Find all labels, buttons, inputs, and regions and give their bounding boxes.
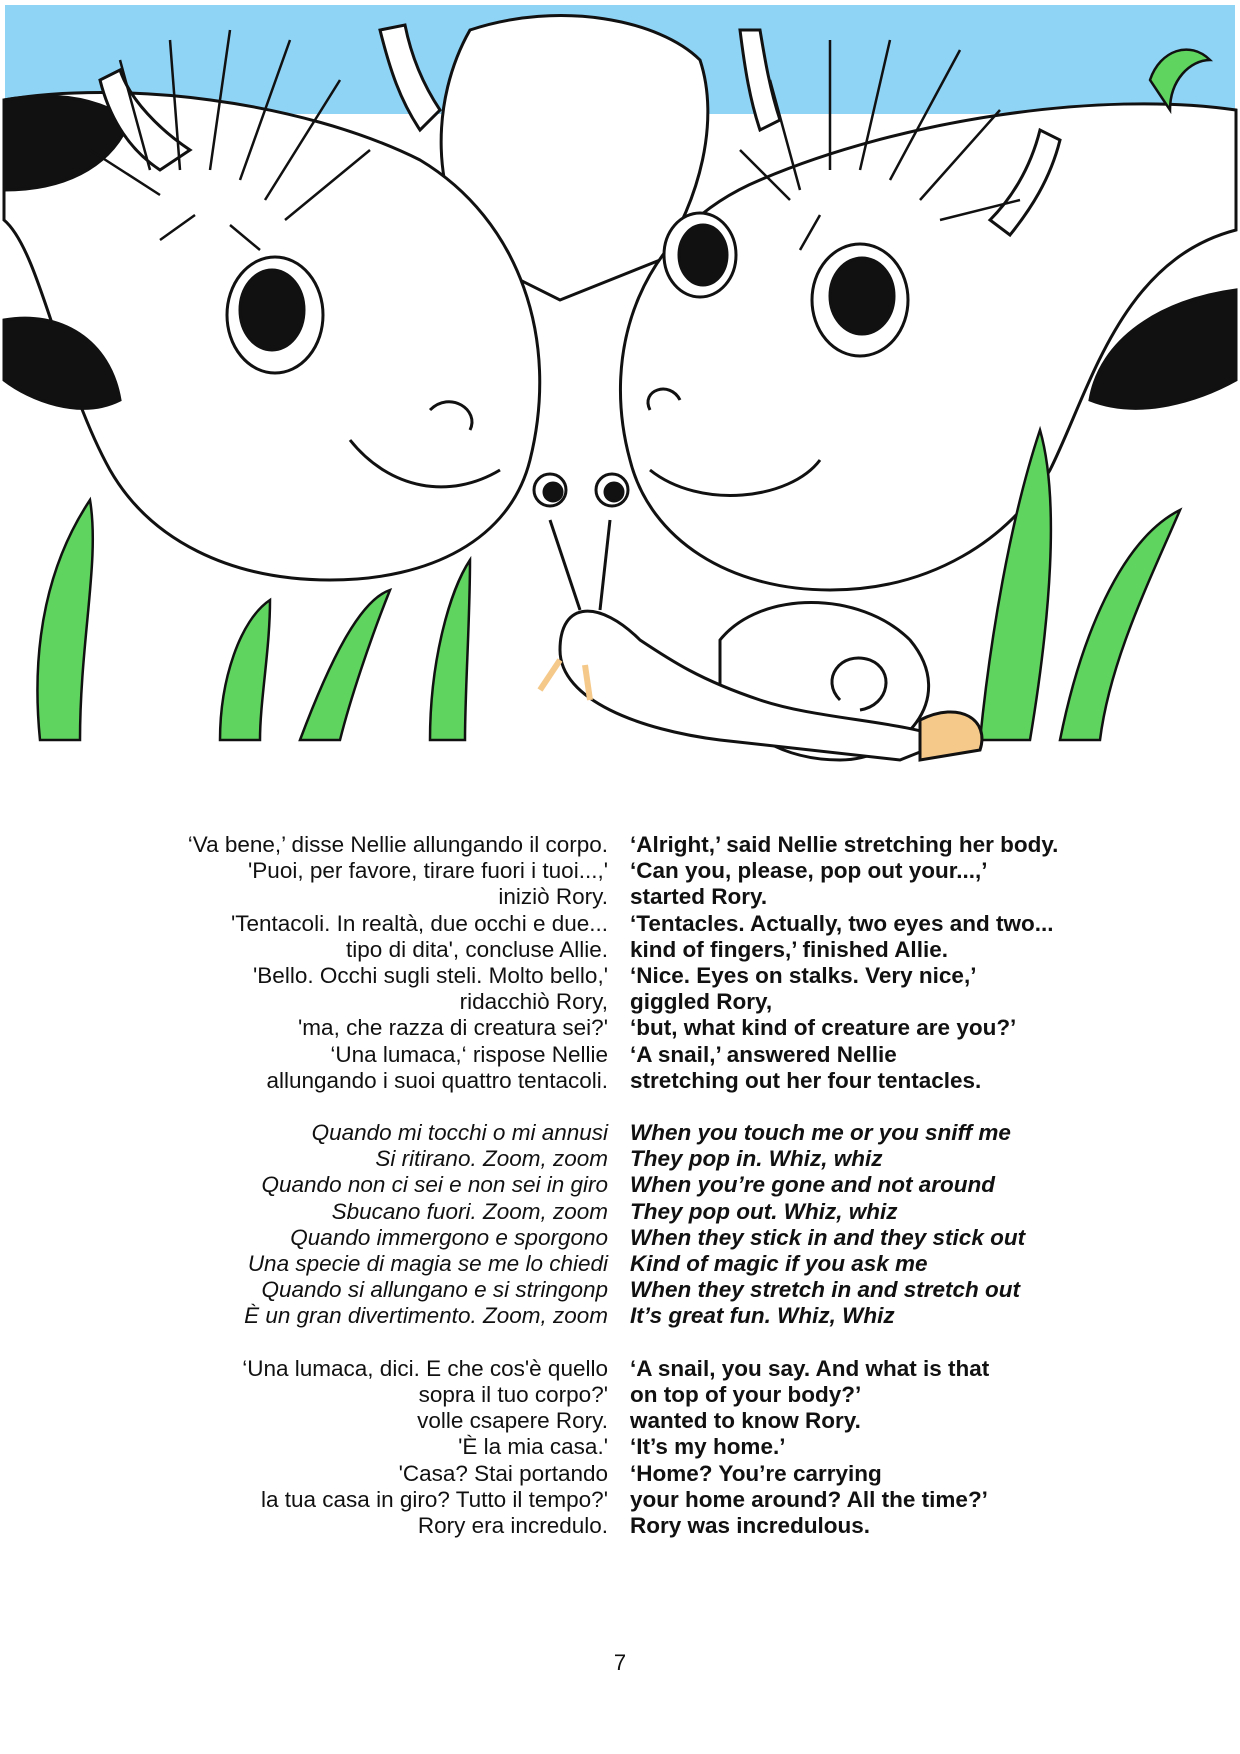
english-song-line: When you’re gone and not around (630, 1172, 995, 1198)
english-stanza1-line: ‘but, what kind of creature are you?’ (630, 1015, 1017, 1041)
italian-stanza-2 (120, 1356, 608, 1539)
english-song-line: When you touch me or you sniff me (630, 1120, 1011, 1146)
italian-stanza2-line: 'Casa? Stai portando (398, 1460, 608, 1486)
italian-stanza1-line: 'ma, che razza di creatura sei?' (298, 1015, 608, 1041)
italian-stanza2-line: 'È la mia casa.' (458, 1434, 608, 1460)
italian-stanza2-line: volle csapere Rory. (417, 1408, 608, 1434)
english-stanza2-line: on top of your body?’ (630, 1381, 862, 1407)
italian-song-line: Quando si allungano e si stringonp (261, 1277, 608, 1303)
snail-tentacle-right (600, 520, 610, 610)
page-number: 7 (613, 1650, 627, 1675)
italian-song-line: Sbucano fuori. Zoom, zoom (331, 1198, 608, 1224)
italian-song-line: Una specie di magia se me lo chiedi (247, 1251, 608, 1276)
italian-stanza1-line: iniziò Rory. (498, 884, 608, 910)
english-stanza2-line: ‘A snail, you say. And what is that (630, 1355, 990, 1381)
two-cows-and-snail-illustration (0, 0, 1240, 790)
english-stanza2-line: wanted to know Rory. (630, 1408, 861, 1434)
italian-stanza1-line: ‘Va bene,’ disse Nellie allungando il corpo. (187, 832, 608, 857)
english-stanza1-line: ‘Alright,’ said Nellie stretching her body. (630, 832, 1059, 857)
italian-stanza1-line: ‘Una lumaca,‘ rispose Nellie (330, 1041, 608, 1067)
english-stanza-1 (630, 832, 1150, 1094)
english-stanza2-line: ‘It’s my home.’ (630, 1434, 786, 1460)
snail-tentacle-left (550, 520, 580, 610)
italian-song-line: È un gran divertimento. Zoom, zoom (244, 1303, 608, 1329)
italian-song-line: Quando immergono e sporgono (290, 1224, 608, 1250)
left-cow-pupil (240, 270, 304, 350)
italian-stanza1-line: allungando i suoi quattro tentacoli. (266, 1067, 608, 1093)
english-stanza1-line: ‘A snail,’ answered Nellie (630, 1041, 897, 1067)
italian-text-column (120, 832, 608, 1539)
english-stanza1-line: giggled Rory, (630, 989, 773, 1015)
english-song-line: When they stick in and they stick out (630, 1224, 1026, 1250)
italian-song-line: Si ritirano. Zoom, zoom (375, 1146, 608, 1172)
italian-stanza1-line: 'Tentacoli. In realtà, due occhi e due... (230, 910, 608, 936)
italian-stanza2-line: la tua casa in giro? Tutto il tempo?' (261, 1486, 608, 1512)
english-stanza1-line: kind of fingers,’ finished Allie. (630, 936, 948, 962)
english-text-column (630, 832, 1150, 1539)
right-cow-pupil (830, 258, 894, 334)
italian-stanza-1 (120, 832, 608, 1094)
english-song-line: It’s great fun. Whiz, Whiz (630, 1303, 895, 1329)
english-stanza1-line: stretching out her four tentacles. (630, 1067, 982, 1093)
italian-song (120, 1120, 608, 1330)
english-song-line: When they stretch in and stretch out (630, 1277, 1021, 1303)
snail-finger-left (540, 660, 560, 690)
english-song-line: They pop in. Whiz, whiz (630, 1146, 883, 1172)
italian-stanza2-line: Rory era incredulo. (417, 1512, 608, 1538)
right-cow-pupil-2 (679, 225, 727, 285)
italian-stanza2-line: sopra il tuo corpo?' (418, 1381, 608, 1407)
english-song-line: Kind of magic if you ask me (630, 1251, 928, 1276)
english-stanza1-line: started Rory. (630, 884, 768, 910)
italian-stanza1-line: ridacchiò Rory, (459, 989, 608, 1015)
english-stanza-2 (630, 1356, 1150, 1539)
italian-song-line: Quando non ci sei e non sei in giro (261, 1172, 608, 1198)
italian-stanza1-line: 'Puoi, per favore, tirare fuori i tuoi...,' (248, 858, 608, 884)
english-stanza1-line: ‘Nice. Eyes on stalks. Very nice,’ (630, 962, 977, 988)
italian-song-line: Quando mi tocchi o mi annusi (311, 1120, 608, 1146)
italian-stanza1-line: 'Bello. Occhi sugli steli. Molto bello,' (253, 962, 608, 988)
english-stanza2-line: your home around? All the time?’ (630, 1486, 988, 1512)
english-song-line: They pop out. Whiz, whiz (630, 1198, 898, 1224)
english-song (630, 1120, 1150, 1330)
english-stanza1-line: ‘Can you, please, pop out your...,’ (630, 858, 988, 884)
italian-stanza2-line: ‘Una lumaca, dici. E che cos'è quello (242, 1355, 608, 1381)
english-stanza2-line: Rory was incredulous. (630, 1512, 871, 1538)
snail-foot (920, 712, 982, 760)
english-stanza1-line: ‘Tentacles. Actually, two eyes and two... (630, 910, 1054, 936)
english-stanza2-line: ‘Home? You’re carrying (630, 1460, 882, 1486)
italian-stanza1-line: tipo di dita', concluse Allie. (346, 936, 608, 962)
